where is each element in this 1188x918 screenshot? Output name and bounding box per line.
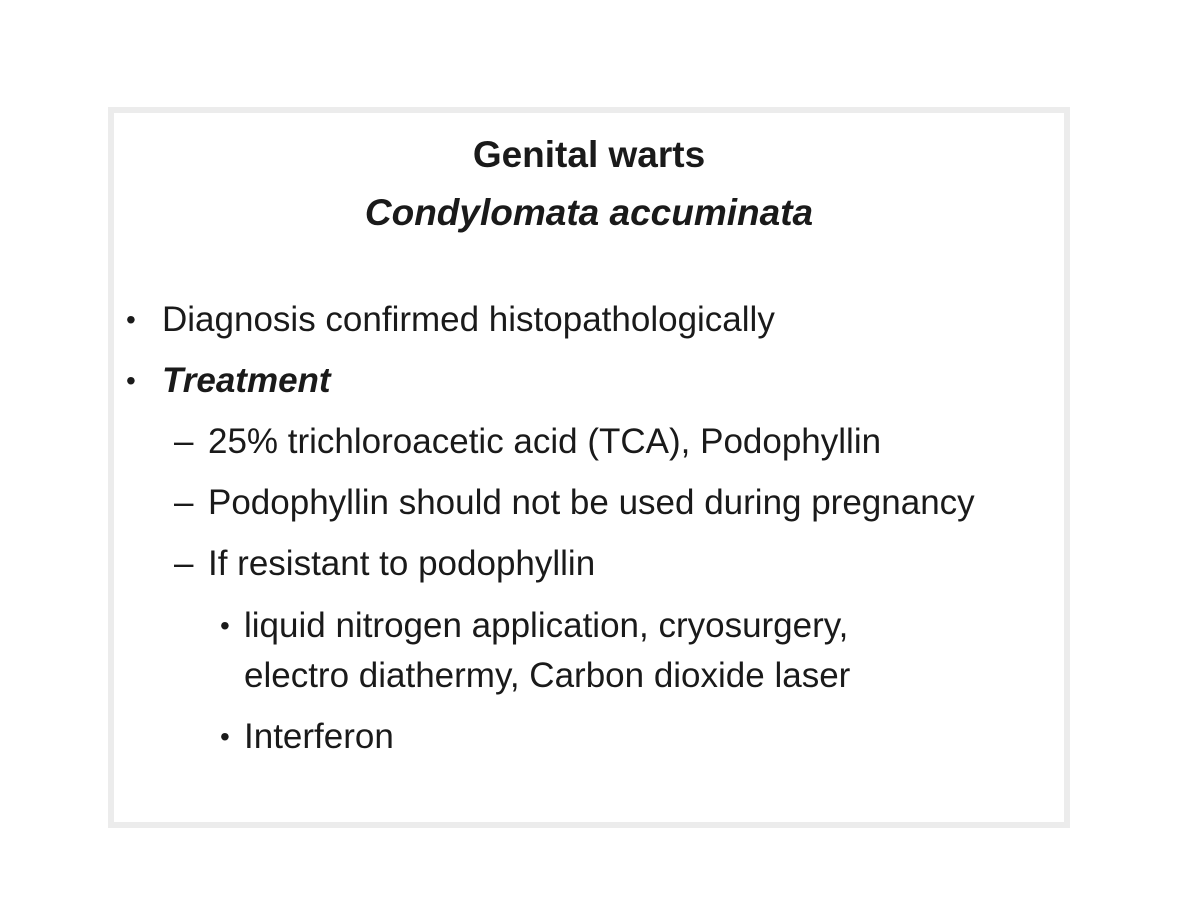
slide-subtitle: Condylomata accuminata	[364, 192, 814, 233]
sub-item-text: Podophyllin should not be used during pregnancy	[208, 483, 975, 522]
bullet-marker: •	[220, 610, 230, 641]
sub-item-text: 25% trichloroacetic acid (TCA), Podophyllin	[208, 422, 882, 461]
sub-item-text: If resistant to podophyllin	[208, 544, 596, 583]
bullet-marker: •	[126, 365, 136, 396]
sub-sub-item-text-line1: liquid nitrogen application, cryosurgery,	[244, 606, 849, 645]
slide-title: Genital warts	[472, 134, 706, 175]
sub-sub-item-text: Interferon	[244, 717, 394, 756]
bullet-text: Treatment	[162, 361, 331, 400]
dash-marker: –	[174, 544, 194, 583]
bullet-text: Diagnosis confirmed histopathologically	[162, 300, 775, 339]
bullet-marker: •	[126, 304, 136, 335]
bullet-marker: •	[220, 721, 230, 752]
sub-sub-item-text-line2: electro diathermy, Carbon dioxide laser	[244, 656, 851, 695]
dash-marker: –	[174, 422, 194, 461]
slide	[108, 107, 1070, 828]
dash-marker: –	[174, 483, 194, 522]
